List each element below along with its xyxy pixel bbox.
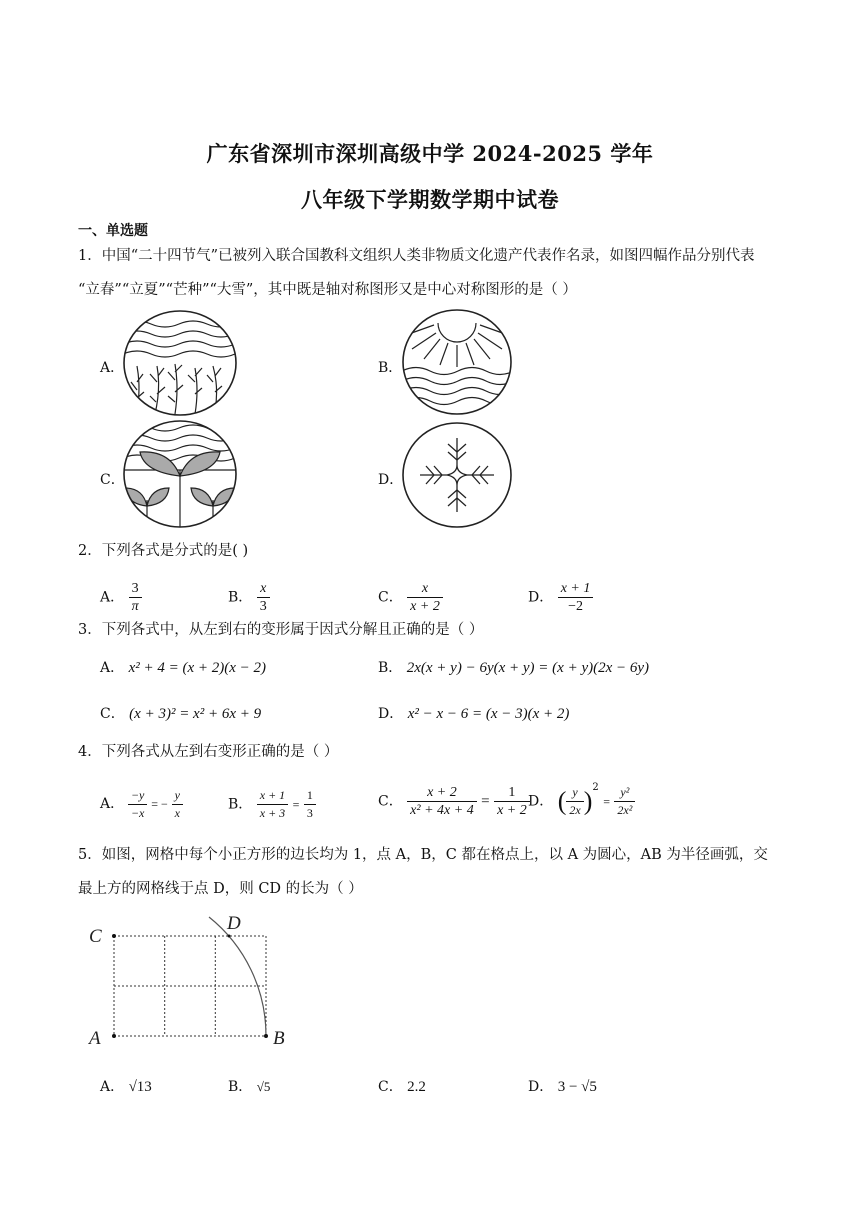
q5-option-b-label: B． (228, 1079, 253, 1095)
q2-option-a-fraction (129, 580, 142, 615)
operator: = (481, 793, 490, 810)
point-d-label: D (227, 913, 241, 934)
numerator: x + 2 (407, 784, 477, 802)
q2-option-b-fraction (257, 580, 270, 615)
q1-option-c-label: C． (100, 472, 125, 488)
operator: = (603, 794, 610, 809)
numerator: x (407, 580, 443, 598)
q5-option-b-value: √5 (256, 1079, 271, 1094)
solar-term-picture-c (123, 420, 237, 528)
q3-option-a-expr: x² + 4 = (x + 2)(x − 2) (128, 660, 267, 676)
fraction (172, 787, 183, 822)
q2-option-a-label: A． (100, 589, 125, 606)
q4-option-b-label: B． (228, 796, 253, 813)
denominator: x² + 4x + 4 (410, 803, 474, 818)
q2-option-c-fraction (407, 580, 443, 615)
q5-option-c (378, 1076, 426, 1096)
operator: = (292, 797, 300, 812)
solar-term-picture-a (123, 310, 237, 416)
fraction (304, 787, 316, 822)
denominator: 2x (569, 803, 581, 817)
numerator: x + 1 (257, 787, 288, 805)
denominator: −x (130, 806, 145, 820)
q4-option-d-label: D． (528, 793, 554, 810)
numerator: y² (614, 784, 635, 802)
q2-option-d-fraction (558, 580, 594, 615)
q2-option-d-label: D． (528, 589, 554, 606)
q2-option-b-label: B． (228, 589, 253, 606)
q5-text-line2: 最上方的网格线于点 D，则 CD 的长为（ ） (78, 881, 363, 897)
q2-option-a (100, 580, 142, 615)
numerator: −y (128, 787, 147, 805)
page-title-line1: 广东省深圳市深圳高级中学 2024-2025 学年 (206, 141, 654, 166)
fraction (128, 787, 147, 822)
q2-option-d (528, 580, 593, 615)
section-heading: 一、单选题 (78, 223, 148, 239)
fraction (566, 784, 583, 819)
q1-option-b-label: B． (378, 360, 403, 376)
q1-text-line2: “立春”“立夏”“芒种”“大雪”，其中既是轴对称图形又是中心对称图形的是（ ） (78, 282, 577, 298)
page-title-line2: 八年级下学期数学期中试卷 (301, 187, 559, 212)
q3-option-b-expr: 2x(x + y) − 6y(x + y) = (x + y)(2x − 6y) (406, 660, 650, 676)
point-b-label: B (273, 1028, 285, 1049)
q1-text-line1: 1．中国“二十四节气”已被列入联合国教科文组织人类非物质文化遗产代表作名录，如图四幅作品分别代表 (78, 248, 755, 264)
fraction (407, 784, 477, 819)
q4-text: 4．下列各式从左到右变形正确的是（ ） (78, 744, 339, 760)
q3-option-a (100, 657, 266, 677)
q4-option-b (228, 787, 316, 822)
q5-option-b (228, 1076, 270, 1096)
q4-option-a (100, 787, 183, 822)
q1-option-d-label: D． (378, 472, 404, 488)
solar-term-picture-d (402, 422, 512, 528)
q4-option-a-label: A． (100, 796, 125, 812)
exponent: 2 (592, 781, 599, 793)
point-a-label: A (89, 1028, 101, 1049)
q5-option-c-label: C． (378, 1079, 403, 1095)
q3-option-c-expr: (x + 3)² = x² + 6x + 9 (129, 706, 262, 722)
q2-text: 2．下列各式是分式的是( ) (78, 543, 249, 559)
q2-option-c (378, 580, 443, 615)
left-paren: ( (557, 786, 567, 816)
solar-term-picture-b (402, 309, 512, 415)
denominator: x (174, 806, 180, 820)
fraction (494, 784, 530, 819)
denominator: π (131, 599, 139, 614)
q5-option-d (528, 1076, 597, 1096)
grid-figure (85, 912, 295, 1050)
q3-option-b (378, 657, 649, 677)
q4-option-c (378, 784, 530, 819)
q2-option-c-label: C． (378, 589, 403, 606)
q5-option-a (100, 1076, 152, 1096)
q3-option-d-label: D． (378, 706, 404, 722)
q3-option-b-label: B． (378, 660, 403, 676)
q3-option-c (100, 703, 261, 723)
q2-option-b (228, 580, 270, 615)
q4-option-c-label: C． (378, 793, 403, 810)
denominator: 3 (259, 599, 267, 614)
q5-option-d-label: D． (528, 1079, 554, 1095)
numerator: y (566, 784, 583, 802)
numerator: x (257, 580, 270, 598)
denominator: x + 2 (497, 803, 527, 818)
denominator: 2x² (617, 803, 633, 817)
q4-option-d (528, 781, 635, 819)
denominator: 3 (306, 806, 313, 820)
denominator: −2 (568, 599, 583, 614)
q5-option-c-value: 2.2 (407, 1079, 426, 1095)
q3-option-d-expr: x² − x − 6 = (x − 3)(x + 2) (407, 706, 570, 722)
operator: = − (151, 797, 168, 811)
q1-option-a-label: A． (100, 360, 125, 376)
fraction (257, 787, 288, 822)
right-paren: ) (583, 786, 593, 816)
point-c-label: C (89, 926, 102, 947)
denominator: x + 3 (259, 806, 286, 820)
denominator: x + 2 (410, 599, 440, 614)
numerator: 3 (129, 580, 142, 598)
q3-text: 3．下列各式中，从左到右的变形属于因式分解且正确的是（ ） (78, 622, 484, 638)
q5-option-d-value: 3 − √5 (557, 1079, 597, 1095)
numerator: 1 (304, 787, 316, 805)
q5-option-a-value: √13 (128, 1079, 152, 1095)
numerator: x + 1 (558, 580, 594, 598)
q5-text-line1: 5．如图，网格中每个小正方形的边长均为 1，点 A，B，C 都在格点上，以 A 为圆心，AB 为半径画弧，交 (78, 847, 768, 863)
numerator: y (172, 787, 183, 805)
fraction (614, 784, 635, 819)
q5-option-a-label: A． (100, 1079, 125, 1095)
q3-option-d (378, 703, 569, 723)
q3-option-a-label: A． (100, 660, 125, 676)
q3-option-c-label: C． (100, 706, 125, 722)
numerator: 1 (494, 784, 530, 802)
